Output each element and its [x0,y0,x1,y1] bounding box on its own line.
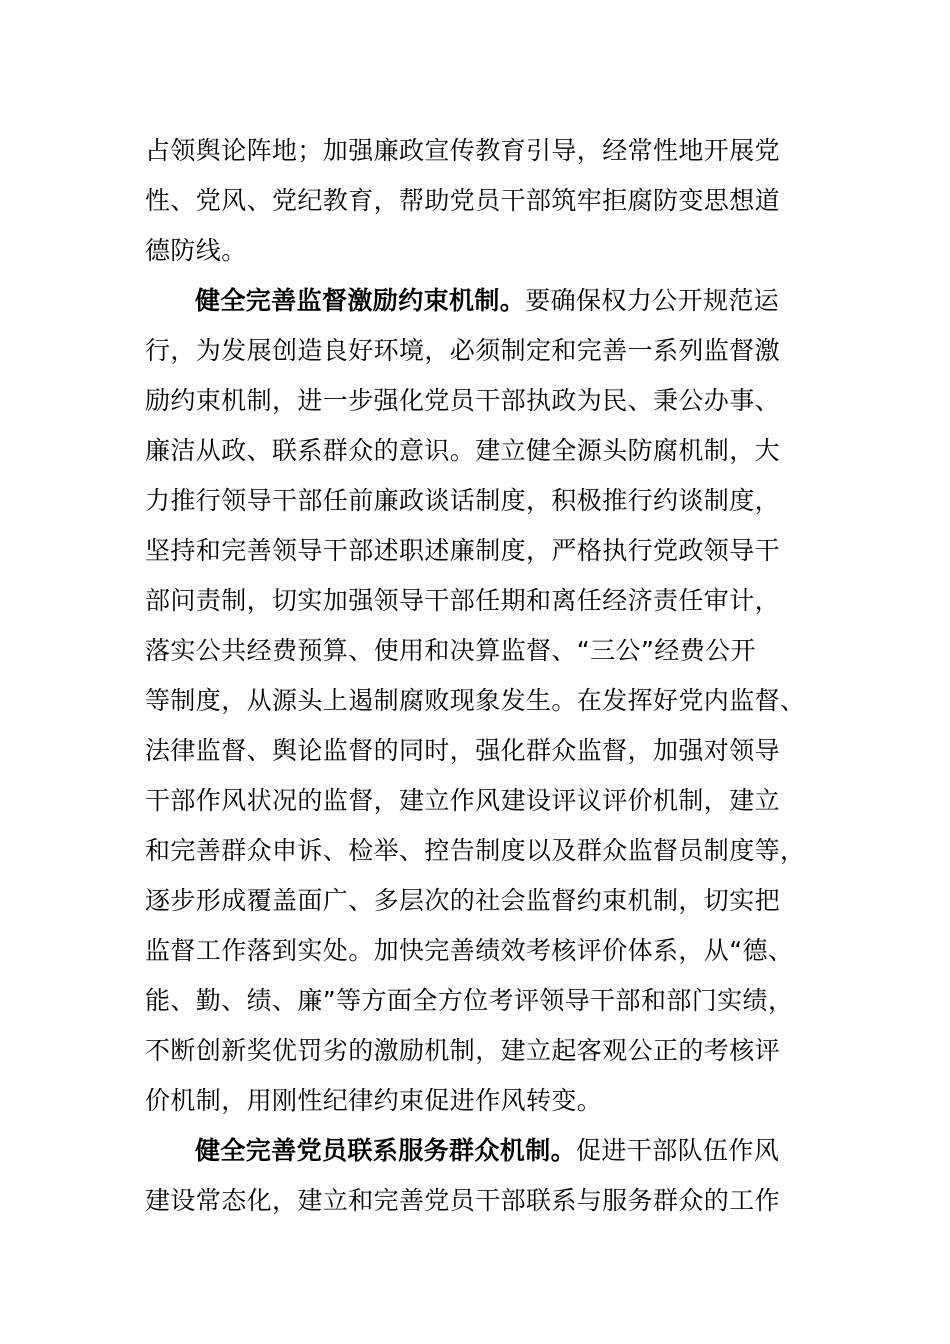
body-text-line: 占领舆论阵地；加强廉政宣传教育引导，经常性地开展党 [145,136,781,165]
body-text-line: 励约束机制，进一步强化党员干部执政为民、秉公办事、 [145,386,781,415]
section-heading: 健全完善党员联系服务群众机制。 [195,1136,577,1165]
body-text-line: 廉洁从政、联系群众的意识。建立健全源头防腐机制，大 [145,436,781,465]
body-text-line: 能、勤、绩、廉”等方面全方位考评领导干部和部门实绩， [145,986,794,1015]
paragraph-first-line [195,1136,779,1166]
body-text-line: 逐步形成覆盖面广、多层次的社会监督约束机制，切实把 [145,886,781,915]
body-text: 促进干部队伍作风 [576,1136,780,1165]
body-text-line: 和完善群众申诉、检举、控告制度以及群众监督员制度等， [145,836,806,865]
body-text-line: 落实公共经费预算、使用和决算监督、“三公”经费公开 [145,636,756,665]
paragraph-first-line [195,286,779,316]
body-text-line: 不断创新奖优罚劣的激励机制，建立起客观公正的考核评 [145,1036,781,1065]
body-text-line: 建设常态化，建立和完善党员干部联系与服务群众的工作 [145,1186,781,1215]
body-text-line: 部问责制，切实加强领导干部任期和离任经济责任审计， [145,586,781,615]
body-text-line: 监督工作落到实处。加快完善绩效考核评价体系，从“德、 [145,936,794,965]
body-text: 要确保权力公开规范运 [525,286,780,315]
section-heading: 健全完善监督激励约束机制。 [195,286,526,315]
body-text-line: 力推行领导干部任前廉政谈话制度，积极推行约谈制度， [145,486,781,515]
body-text-line: 等制度，从源头上遏制腐败现象发生。在发挥好党内监督、 [145,686,806,715]
body-text-line: 坚持和完善领导干部述职述廉制度，严格执行党政领导干 [145,536,781,565]
body-text-line: 德防线。 [145,236,247,265]
body-text-line: 性、党风、党纪教育，帮助党员干部筑牢拒腐防变思想道 [145,186,781,215]
body-text-line: 干部作风状况的监督，建立作风建设评议评价机制，建立 [145,786,781,815]
body-text-line: 行，为发展创造良好环境，必须制定和完善一系列监督激 [145,336,781,365]
body-text-line: 价机制，用刚性纪律约束促进作风转变。 [145,1086,603,1115]
body-text-line: 法律监督、舆论监督的同时，强化群众监督，加强对领导 [145,736,781,765]
